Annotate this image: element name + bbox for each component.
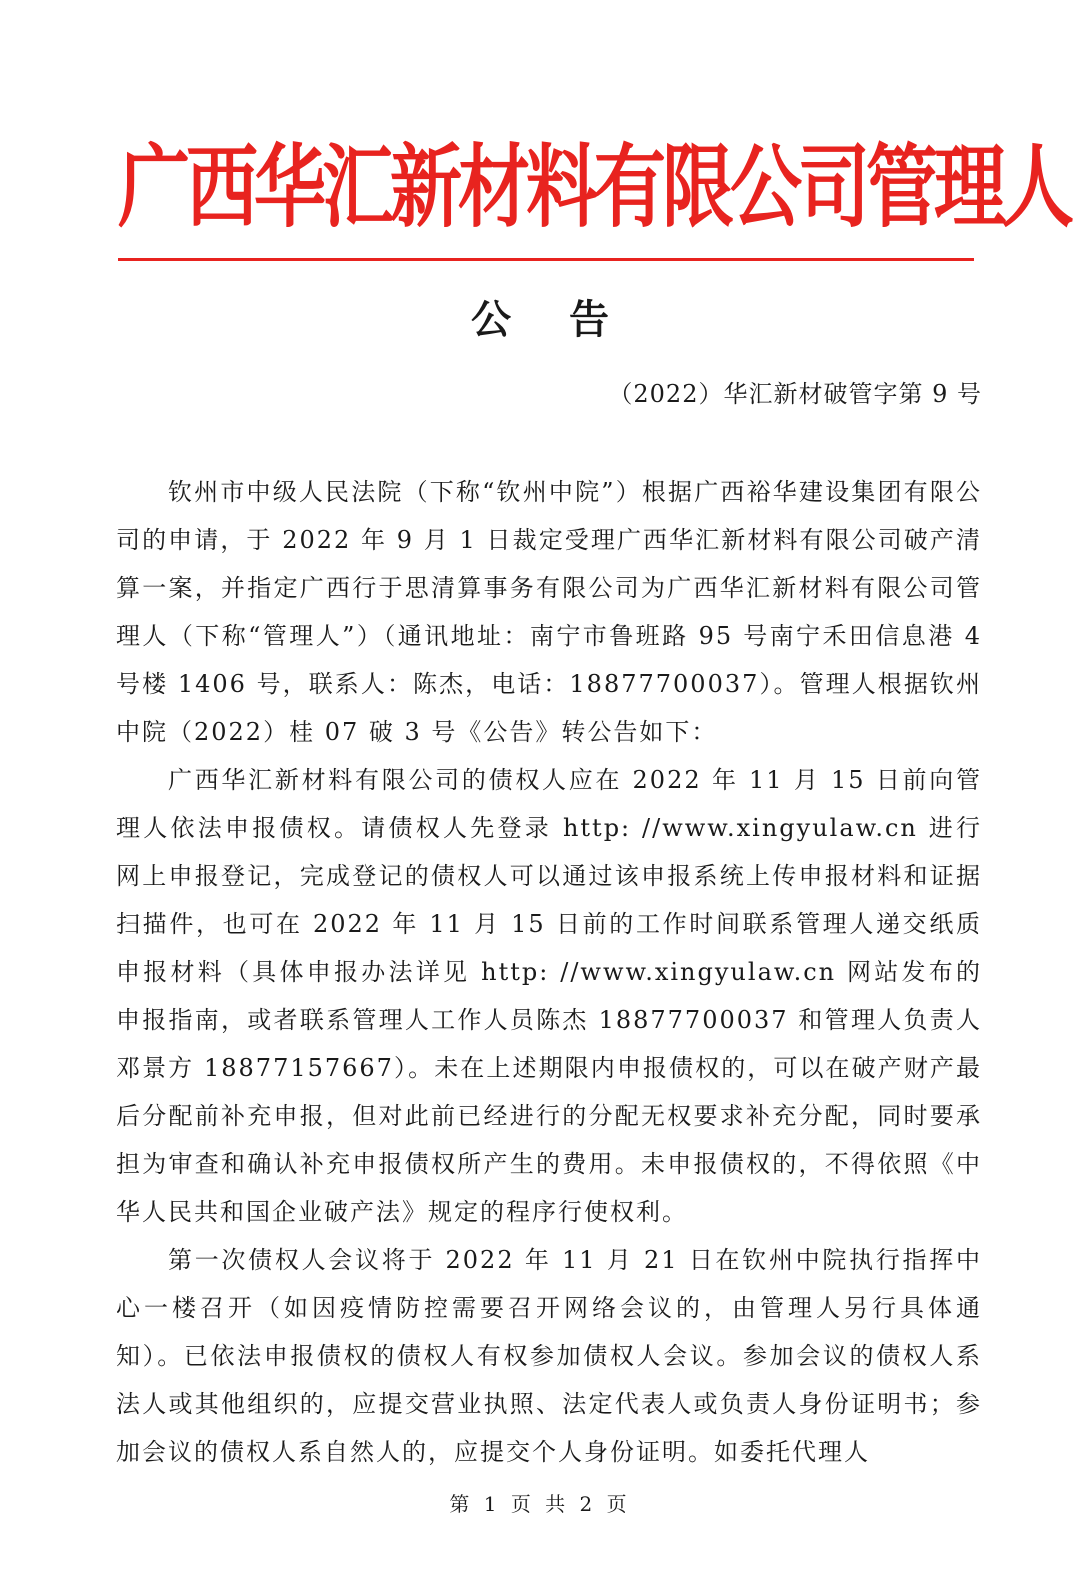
paragraph-creditors-meeting: 第一次债权人会议将于 2022 年 11 月 21 日在钦州中院执行指挥中心一楼召开（如因疫情防控需要召开网络会议的，由管理人另行具体通知）。已依法申报债权的债权人有权参加债权人会议。参加会议的债权人系法人或其他组织的，应提交营业执照、法定代表人或负责人身份证明书；参加会议的债权人系自然人的，应提交个人身份证明。如委托代理人 <box>116 1246 982 1466</box>
letterhead-red-rule <box>118 258 974 261</box>
notice-title: 公 告 <box>471 297 631 343</box>
letterhead-org-name: 广西华汇新材料有限公司管理人 <box>118 134 1071 240</box>
paragraph-court-ruling: 钦州市中级人民法院（下称“钦州中院”）根据广西裕华建设集团有限公司的申请，于 2022 年 9 月 1 日裁定受理广西华汇新材料有限公司破产清算一案，并指定广西行于思清算事务有限公司为广西华汇新材料有限公司管理人（下称“管理人”）（通讯地址：南宁市鲁班路 95 号南宁禾田信息港 4 号楼 1406 号，联系人：陈杰，电话：18877700037）。管理人根据钦州中院（2022）桂 07 破 3 号《公告》转公告如下： <box>116 478 982 746</box>
notice-body <box>116 468 982 1476</box>
page-number-footer: 第 1 页 共 2 页 <box>449 1492 631 1516</box>
document-number: （2022）华汇新材破管字第 9 号 <box>608 380 982 408</box>
paragraph-claim-filing: 广西华汇新材料有限公司的债权人应在 2022 年 11 月 15 日前向管理人依法申报债权。请债权人先登录 http: //www.xingyulaw.cn 进行网上申报登记，完成登记的债权人可以通过该申报系统上传申报材料和证据扫描件，也可在 2022 年 11 月 15 日前的工作时间联系管理人递交纸质申报材料（具体申报办法详见 http: //www.xingyulaw.cn 网站发布的申报指南，或者联系管理人工作人员陈杰 18877700037 和管理人负责人邓景方 18877157667）。未在上述期限内申报债权的，可以在破产财产最后分配前补充申报，但对此前已经进行的分配无权要求补充分配，同时要承担为审查和确认补充申报债权所产生的费用。未申报债权的，不得依照《中华人民共和国企业破产法》规定的程序行使权利。 <box>116 766 982 1226</box>
